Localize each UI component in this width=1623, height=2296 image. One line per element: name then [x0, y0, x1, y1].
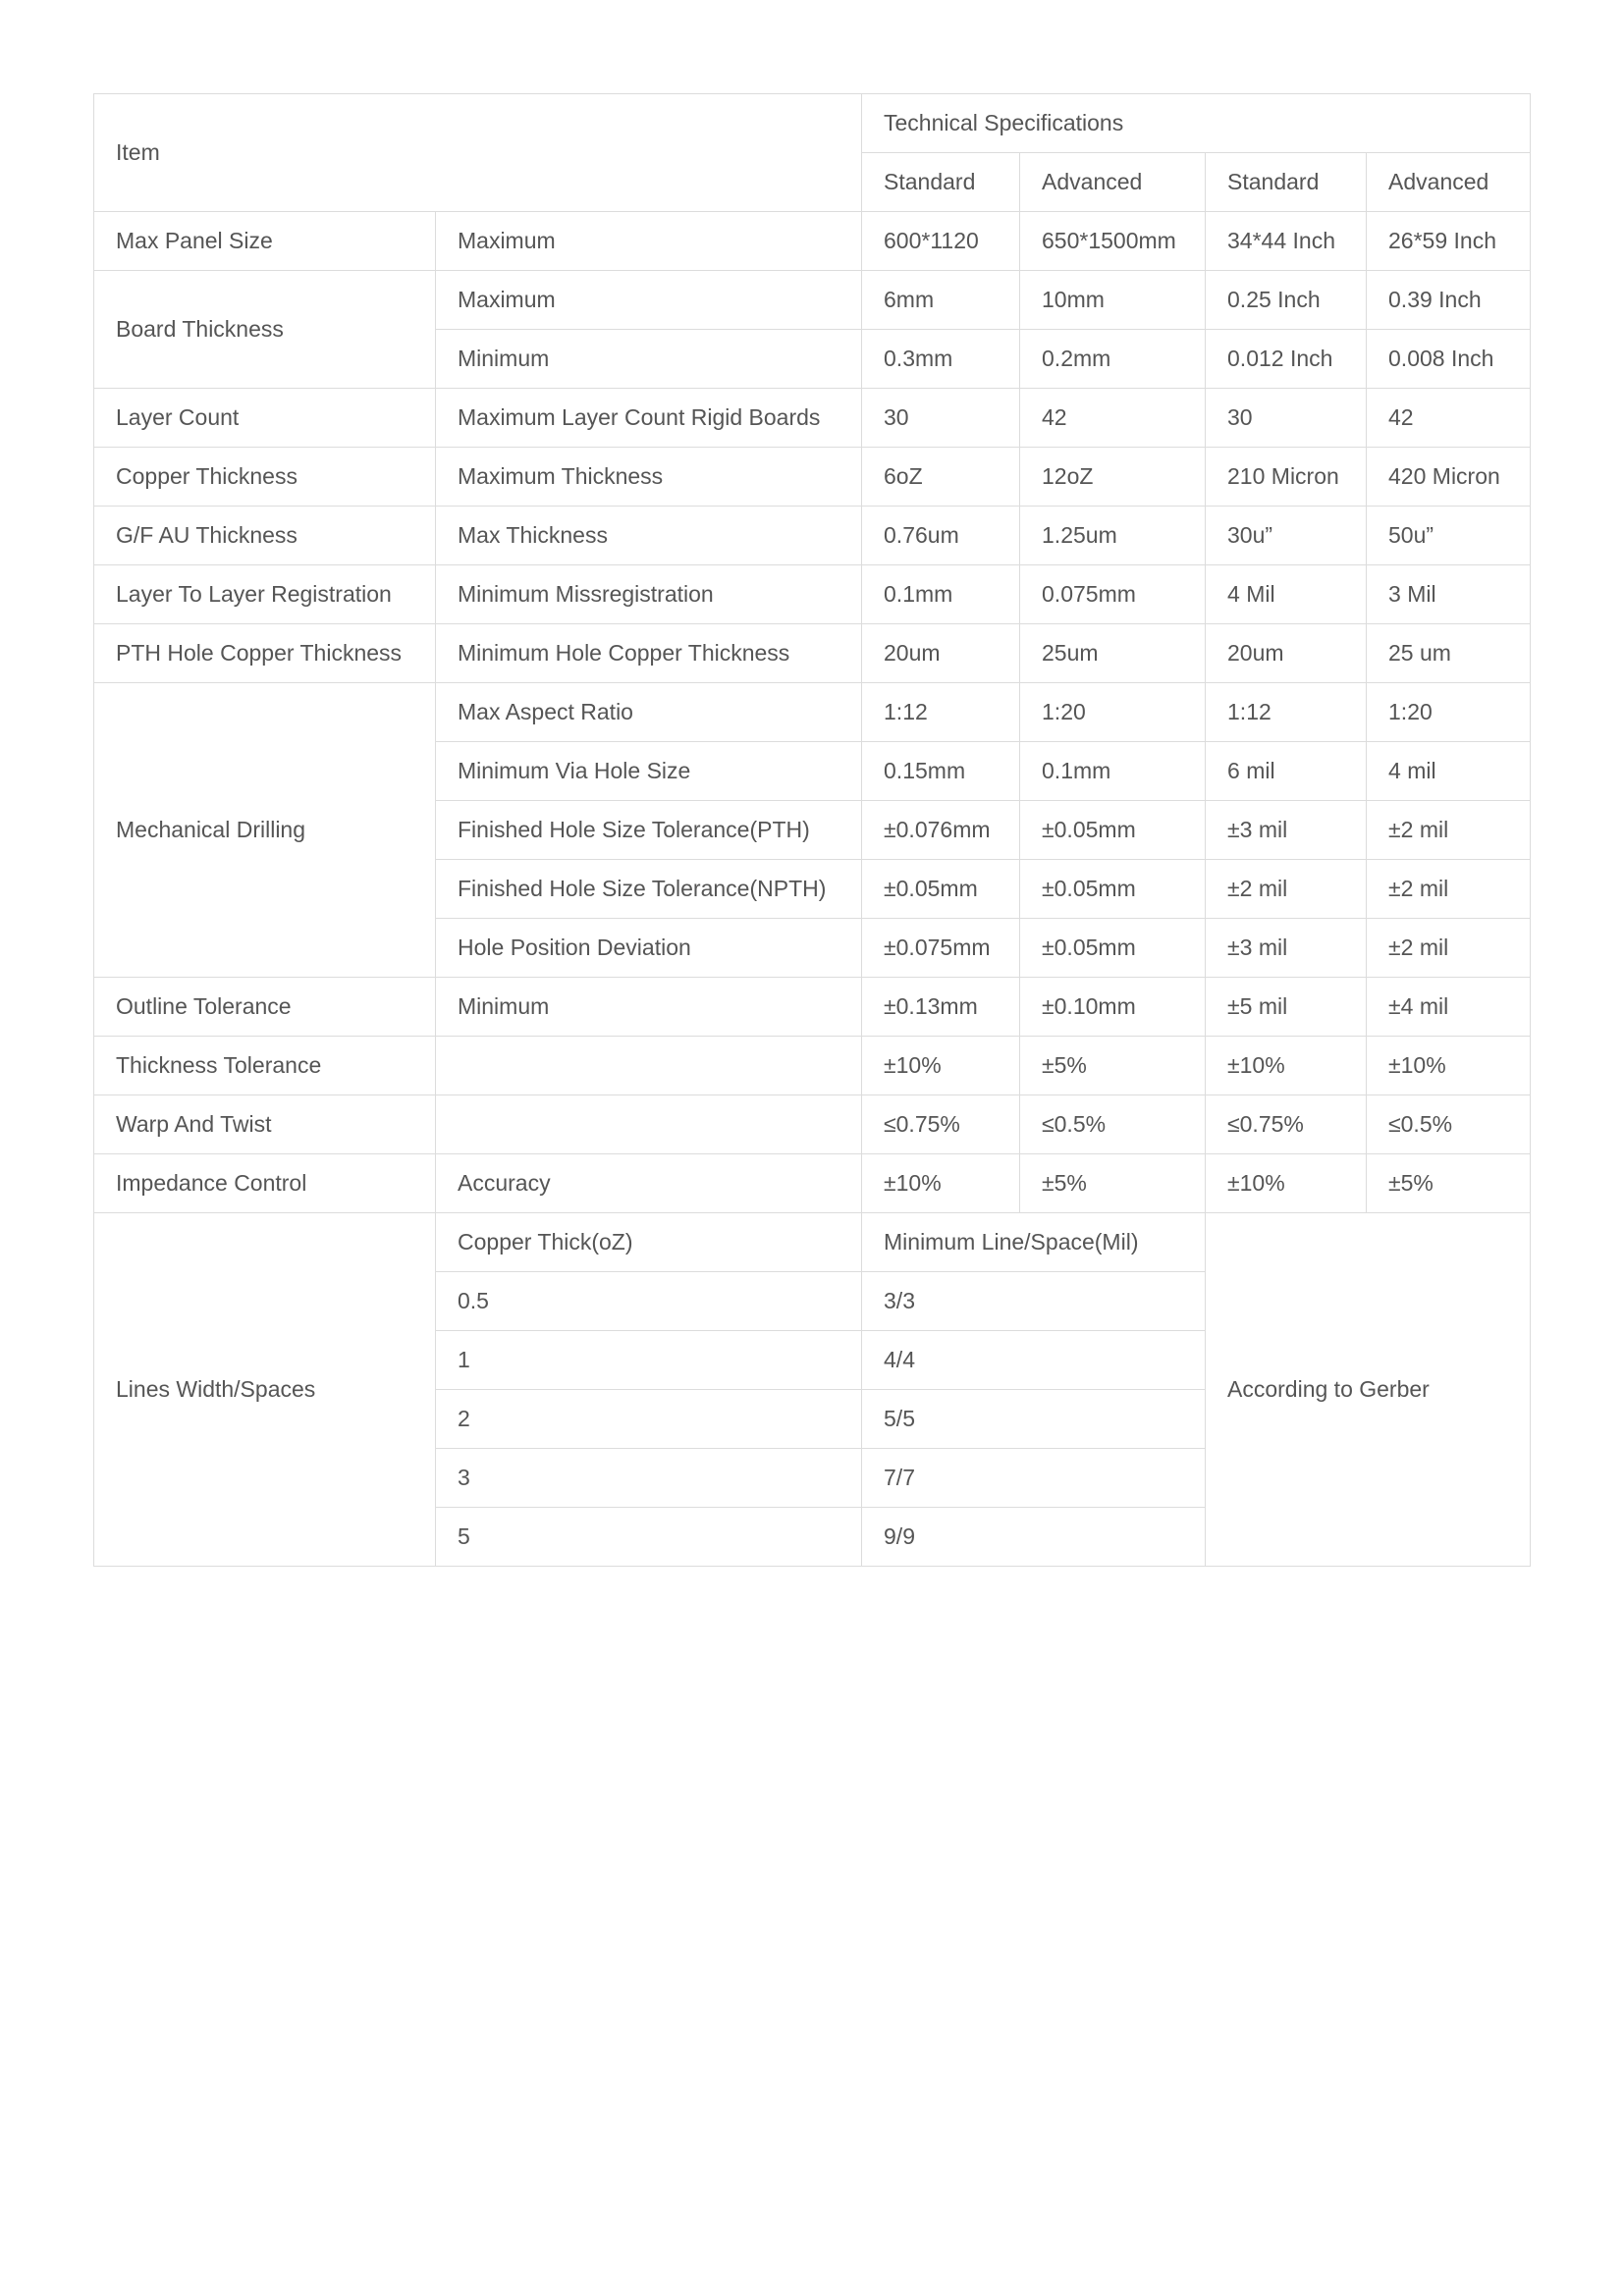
value-cell: 42 — [1020, 389, 1206, 448]
value-cell: 6mm — [862, 271, 1020, 330]
item-label: Mechanical Drilling — [94, 683, 436, 978]
value-cell: 0.15mm — [862, 742, 1020, 801]
item-label: Thickness Tolerance — [94, 1037, 436, 1095]
value-cell: ±5 mil — [1206, 978, 1367, 1037]
value-cell: 30 — [862, 389, 1020, 448]
value-cell: 34*44 Inch — [1206, 212, 1367, 271]
col-header: Standard — [1206, 153, 1367, 212]
value-cell: ±0.05mm — [862, 860, 1020, 919]
value-cell: 20um — [862, 624, 1020, 683]
table-row — [94, 389, 1531, 448]
sub-label: Maximum — [436, 212, 862, 271]
line-space-cell: 7/7 — [862, 1449, 1206, 1508]
value-cell: 1:12 — [1206, 683, 1367, 742]
value-cell: ±10% — [1206, 1154, 1367, 1213]
table-row — [94, 683, 1531, 742]
value-cell: 0.76um — [862, 507, 1020, 565]
copper-thick-cell: 2 — [436, 1390, 862, 1449]
table-row — [94, 448, 1531, 507]
sub-label: Max Thickness — [436, 507, 862, 565]
copper-thick-cell: 0.5 — [436, 1272, 862, 1331]
value-cell: 12oZ — [1020, 448, 1206, 507]
item-label: PTH Hole Copper Thickness — [94, 624, 436, 683]
value-cell: 3 Mil — [1367, 565, 1531, 624]
value-cell: 420 Micron — [1367, 448, 1531, 507]
item-label: Outline Tolerance — [94, 978, 436, 1037]
value-cell: 10mm — [1020, 271, 1206, 330]
value-cell: 6 mil — [1206, 742, 1367, 801]
value-cell: ±10% — [1206, 1037, 1367, 1095]
col-header: Standard — [862, 153, 1020, 212]
value-cell: 4 Mil — [1206, 565, 1367, 624]
item-label: Layer Count — [94, 389, 436, 448]
value-cell: 30 — [1206, 389, 1367, 448]
item-label: Max Panel Size — [94, 212, 436, 271]
value-cell: 1.25um — [1020, 507, 1206, 565]
sub-label: Accuracy — [436, 1154, 862, 1213]
technical-specifications-header: Technical Specifications — [862, 94, 1531, 153]
col-header: Advanced — [1367, 153, 1531, 212]
sub-label: Hole Position Deviation — [436, 919, 862, 978]
value-cell: ±2 mil — [1367, 860, 1531, 919]
table-row — [94, 1154, 1531, 1213]
value-cell: ±2 mil — [1206, 860, 1367, 919]
value-cell: 0.3mm — [862, 330, 1020, 389]
sub-label: Minimum Missregistration — [436, 565, 862, 624]
value-cell: ±5% — [1020, 1154, 1206, 1213]
sub-label: Minimum — [436, 978, 862, 1037]
table-row — [94, 212, 1531, 271]
sub-label: Maximum Thickness — [436, 448, 862, 507]
line-space-cell: 5/5 — [862, 1390, 1206, 1449]
value-cell: ±10% — [862, 1037, 1020, 1095]
value-cell: 1:12 — [862, 683, 1020, 742]
value-cell: ±0.05mm — [1020, 801, 1206, 860]
value-cell: ±0.05mm — [1020, 919, 1206, 978]
value-cell: 0.075mm — [1020, 565, 1206, 624]
value-cell: ≤0.5% — [1367, 1095, 1531, 1154]
sub-label: Maximum — [436, 271, 862, 330]
value-cell: 20um — [1206, 624, 1367, 683]
sub-label: Max Aspect Ratio — [436, 683, 862, 742]
value-cell: ≤0.5% — [1020, 1095, 1206, 1154]
line-space-cell: 9/9 — [862, 1508, 1206, 1567]
item-label: Copper Thickness — [94, 448, 436, 507]
item-label: G/F AU Thickness — [94, 507, 436, 565]
item-label: Impedance Control — [94, 1154, 436, 1213]
value-cell: ±3 mil — [1206, 801, 1367, 860]
table-row — [94, 565, 1531, 624]
value-cell: 650*1500mm — [1020, 212, 1206, 271]
table-row — [94, 1213, 1531, 1272]
sub-label: Finished Hole Size Tolerance(PTH) — [436, 801, 862, 860]
sub-label: Maximum Layer Count Rigid Boards — [436, 389, 862, 448]
value-cell: ±4 mil — [1367, 978, 1531, 1037]
spec-table — [93, 93, 1531, 1567]
sub-label: Minimum — [436, 330, 862, 389]
sub-header: Copper Thick(oZ) — [436, 1213, 862, 1272]
table-row — [94, 271, 1531, 330]
value-cell: 0.1mm — [1020, 742, 1206, 801]
value-cell: 25 um — [1367, 624, 1531, 683]
value-cell: 4 mil — [1367, 742, 1531, 801]
value-cell: 30u” — [1206, 507, 1367, 565]
item-label: Board Thickness — [94, 271, 436, 389]
item-label: Lines Width/Spaces — [94, 1213, 436, 1567]
line-space-cell: 4/4 — [862, 1331, 1206, 1390]
table-row — [94, 507, 1531, 565]
value-cell: ±0.075mm — [862, 919, 1020, 978]
value-cell: 0.012 Inch — [1206, 330, 1367, 389]
sub-label: Minimum Via Hole Size — [436, 742, 862, 801]
sub-label: Minimum Hole Copper Thickness — [436, 624, 862, 683]
value-cell: 0.1mm — [862, 565, 1020, 624]
value-cell: 25um — [1020, 624, 1206, 683]
line-space-cell: 3/3 — [862, 1272, 1206, 1331]
col-header: Advanced — [1020, 153, 1206, 212]
value-cell: 0.008 Inch — [1367, 330, 1531, 389]
table-row — [94, 978, 1531, 1037]
value-cell: ±2 mil — [1367, 801, 1531, 860]
value-cell: ±0.10mm — [1020, 978, 1206, 1037]
table-row — [94, 1095, 1531, 1154]
value-cell: ≤0.75% — [862, 1095, 1020, 1154]
copper-thick-cell: 5 — [436, 1508, 862, 1567]
header-row — [94, 94, 1531, 153]
value-cell: ±10% — [862, 1154, 1020, 1213]
copper-thick-cell: 3 — [436, 1449, 862, 1508]
value-cell: 0.39 Inch — [1367, 271, 1531, 330]
value-cell: 50u” — [1367, 507, 1531, 565]
value-cell: ±5% — [1020, 1037, 1206, 1095]
value-cell: 6oZ — [862, 448, 1020, 507]
sub-label — [436, 1037, 862, 1095]
item-label: Warp And Twist — [94, 1095, 436, 1154]
value-cell: ±0.05mm — [1020, 860, 1206, 919]
gerber-note: According to Gerber — [1206, 1213, 1531, 1567]
value-cell: 1:20 — [1020, 683, 1206, 742]
value-cell: 1:20 — [1367, 683, 1531, 742]
value-cell: ≤0.75% — [1206, 1095, 1367, 1154]
value-cell: 0.25 Inch — [1206, 271, 1367, 330]
sub-header: Minimum Line/Space(Mil) — [862, 1213, 1206, 1272]
value-cell: ±0.076mm — [862, 801, 1020, 860]
table-row — [94, 1037, 1531, 1095]
item-label: Layer To Layer Registration — [94, 565, 436, 624]
sub-label — [436, 1095, 862, 1154]
value-cell: ±10% — [1367, 1037, 1531, 1095]
copper-thick-cell: 1 — [436, 1331, 862, 1390]
value-cell: ±2 mil — [1367, 919, 1531, 978]
value-cell: 600*1120 — [862, 212, 1020, 271]
value-cell: 42 — [1367, 389, 1531, 448]
table-row — [94, 624, 1531, 683]
value-cell: ±3 mil — [1206, 919, 1367, 978]
value-cell: 210 Micron — [1206, 448, 1367, 507]
sub-label: Finished Hole Size Tolerance(NPTH) — [436, 860, 862, 919]
value-cell: 0.2mm — [1020, 330, 1206, 389]
value-cell: ±5% — [1367, 1154, 1531, 1213]
item-header: Item — [94, 94, 862, 212]
value-cell: 26*59 Inch — [1367, 212, 1531, 271]
value-cell: ±0.13mm — [862, 978, 1020, 1037]
